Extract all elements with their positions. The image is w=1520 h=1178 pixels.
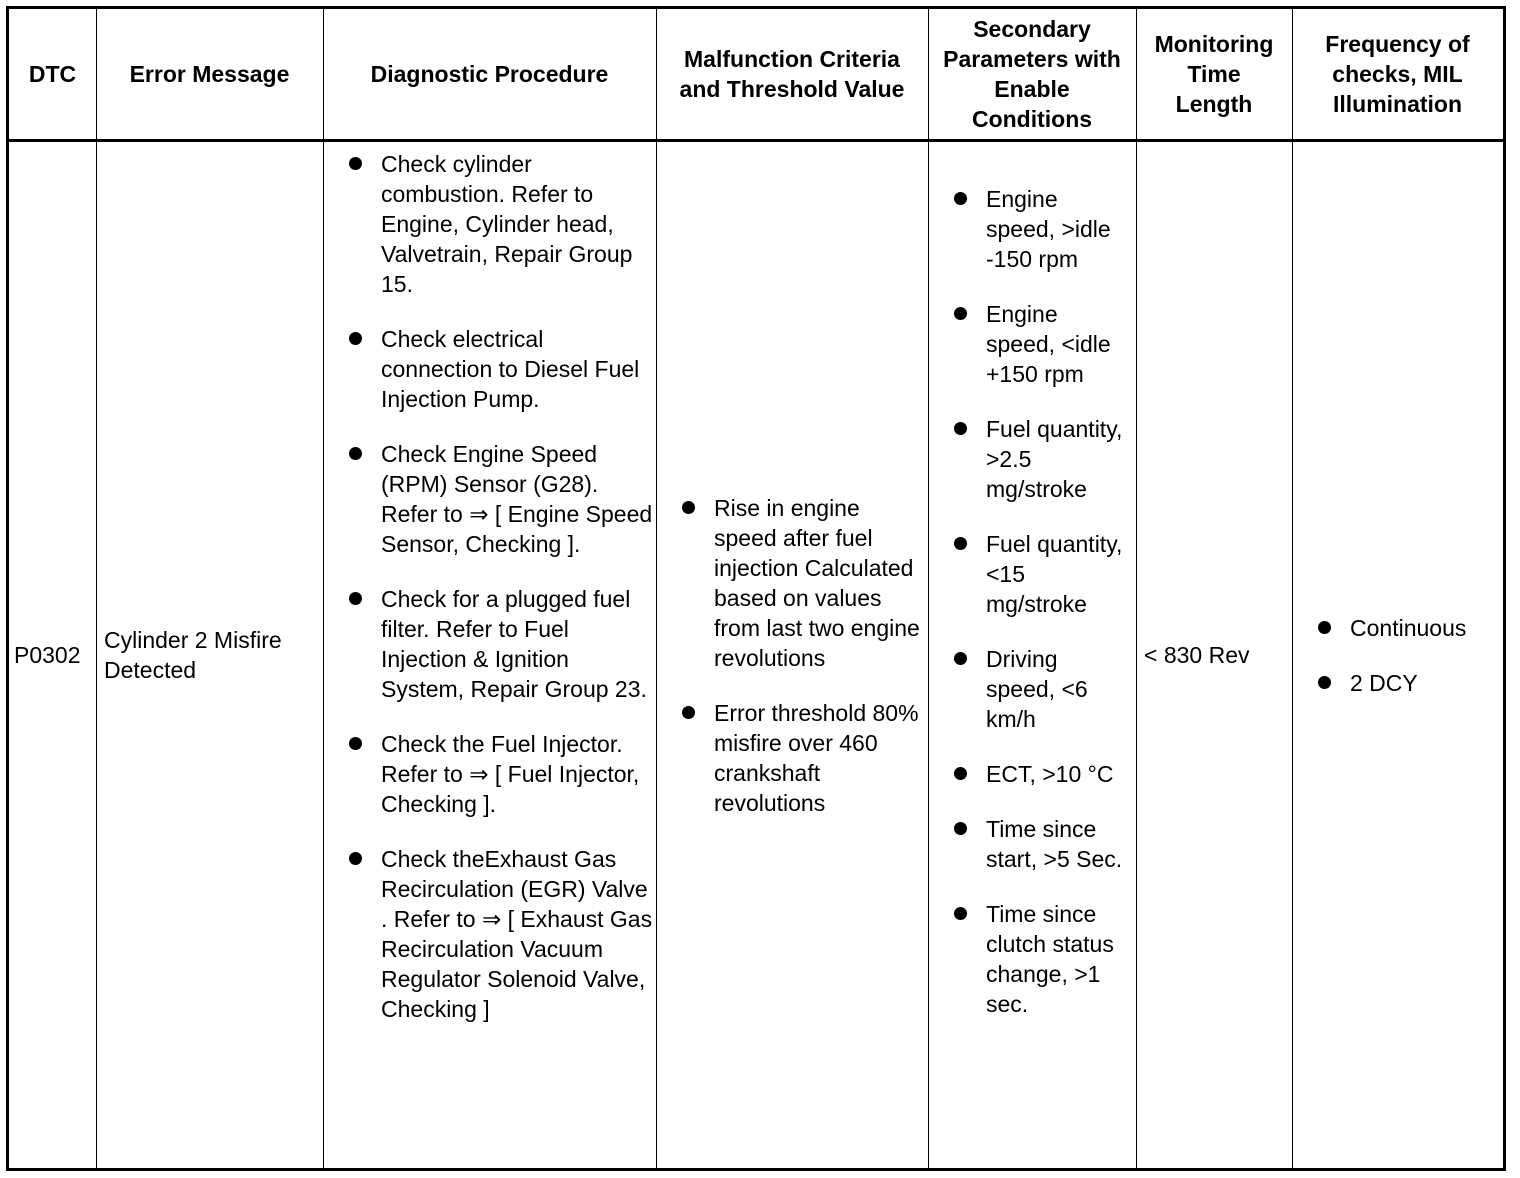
- list-item: Error threshold 80% misfire over 460 crankshaft revolutions: [679, 698, 924, 818]
- bullet-icon: [349, 592, 362, 605]
- list-item: Time since clutch status change, >1 sec.: [951, 899, 1132, 1019]
- list-item: Check Engine Speed (RPM) Sensor (G28). Refer to ⇒ [ Engine Speed Sensor, Checking ].: [346, 439, 654, 559]
- bullet-icon: [954, 537, 967, 550]
- bullet-icon: [954, 652, 967, 665]
- bullet-icon: [954, 422, 967, 435]
- monitoring-time-text: < 830 Rev: [1144, 642, 1250, 668]
- header-error-message: Error Message: [129, 61, 290, 87]
- bullet-icon: [349, 852, 362, 865]
- header-dtc: DTC: [28, 61, 77, 87]
- bullet-icon: [954, 822, 967, 835]
- dtc-code-text: P0302: [14, 642, 81, 668]
- secondary-parameters-list: [951, 184, 1132, 1019]
- malfunction-criteria-list: [679, 493, 924, 818]
- bullet-icon: [349, 332, 362, 345]
- frequency-list: [1315, 613, 1466, 698]
- list-item: Fuel quantity, <15 mg/stroke: [951, 529, 1132, 619]
- diagnostic-procedure-list: [346, 149, 654, 1024]
- bullet-icon: [954, 307, 967, 320]
- bullet-icon: [682, 706, 695, 719]
- header-frequency: Frequency of checks, MIL Illumination: [1325, 31, 1470, 117]
- dtc-code: [9, 142, 96, 1168]
- header-secondary-parameters: Secondary Parameters with Enable Conditions: [943, 16, 1121, 132]
- bullet-icon: [349, 447, 362, 460]
- list-item: Time since start, >5 Sec.: [951, 814, 1132, 874]
- list-item: Engine speed, <idle +150 rpm: [951, 299, 1132, 389]
- bullet-icon: [349, 157, 362, 170]
- error-message: [96, 142, 323, 1168]
- list-item: Driving speed, <6 km/h: [951, 644, 1132, 734]
- diagnostic-procedure-cell: [323, 149, 656, 1049]
- malfunction-criteria-cell: [656, 142, 928, 1168]
- bullet-icon: [954, 192, 967, 205]
- list-item: Rise in engine speed after fuel injection Calculated based on values from last two engine revolutions: [679, 493, 924, 673]
- frequency-cell: [1292, 142, 1503, 1168]
- list-item: Check for a plugged fuel filter. Refer to Fuel Injection & Ignition System, Repair Group 23.: [346, 584, 654, 704]
- list-item: Fuel quantity, >2.5 mg/stroke: [951, 414, 1132, 504]
- monitoring-time-cell: [1136, 142, 1292, 1168]
- bullet-icon: [1318, 676, 1331, 689]
- bullet-icon: [349, 737, 362, 750]
- list-item: Check the Fuel Injector. Refer to ⇒ [ Fuel Injector, Checking ].: [346, 729, 654, 819]
- error-message-text: Cylinder 2 Misfire Detected: [104, 627, 282, 683]
- bullet-icon: [682, 501, 695, 514]
- bullet-icon: [954, 767, 967, 780]
- list-item: 2 DCY: [1315, 668, 1466, 698]
- list-item: Check electrical connection to Diesel Fuel Injection Pump.: [346, 324, 654, 414]
- list-item: Engine speed, >idle -150 rpm: [951, 184, 1132, 274]
- header-malfunction-criteria: Malfunction Criteria and Threshold Value: [679, 46, 905, 102]
- list-item: ECT, >10 °C: [951, 759, 1132, 789]
- dtc-table: [6, 6, 1506, 1171]
- bullet-icon: [954, 907, 967, 920]
- secondary-parameters-cell: [928, 184, 1136, 1044]
- header-diagnostic-procedure: Diagnostic Procedure: [370, 61, 609, 87]
- list-item: Continuous: [1315, 613, 1466, 643]
- list-item: Check cylinder combustion. Refer to Engine, Cylinder head, Valvetrain, Repair Group 15.: [346, 149, 654, 299]
- header-monitoring-time: Monitoring Time Length: [1154, 31, 1274, 117]
- list-item: Check theExhaust Gas Recirculation (EGR) Valve . Refer to ⇒ [ Exhaust Gas Recirculation Vacuum Regulator Solenoid Valve, Checking ]: [346, 844, 654, 1024]
- bullet-icon: [1318, 621, 1331, 634]
